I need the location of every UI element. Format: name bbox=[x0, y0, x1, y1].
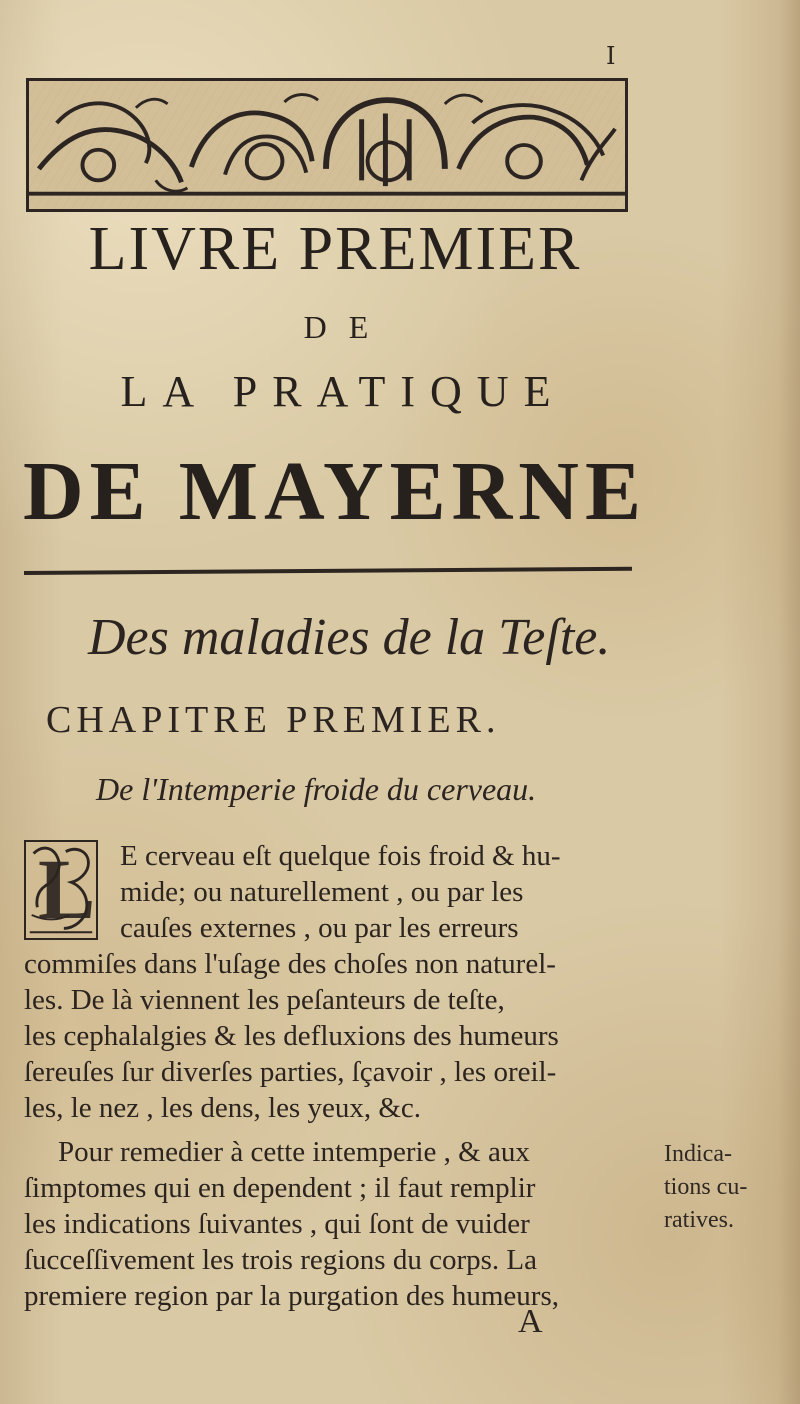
body-line-3: cauſes externes , ou par les erreurs bbox=[120, 912, 519, 944]
signature-mark: A bbox=[518, 1303, 543, 1340]
chapter-heading: CHAPITRE PREMIER. bbox=[46, 699, 501, 741]
body-line-1: E cerveau eſt quelque fois froid & hu- bbox=[120, 840, 561, 872]
book-title-line-2: DE bbox=[303, 309, 391, 345]
decorative-headpiece bbox=[26, 78, 628, 212]
body-line-5: les. De là viennent les peſanteurs de teſte, bbox=[24, 984, 505, 1016]
body-line-12: ſucceſſivement les trois regions du corps. La bbox=[24, 1244, 537, 1276]
body-line-13: premiere region par la purgation des humeurs, bbox=[24, 1280, 559, 1312]
body-line-10: ſimptomes qui en dependent ; il faut remplir bbox=[24, 1172, 536, 1204]
page-number: I bbox=[606, 42, 616, 70]
body-line-4: commiſes dans l'uſage des choſes non naturel- bbox=[24, 948, 556, 980]
body-line-2: mide; ou naturellement , ou par les bbox=[120, 876, 524, 908]
title-rule bbox=[24, 567, 632, 575]
marginal-note bbox=[664, 1138, 768, 1237]
body-line-8: les, le nez , les dens, les yeux, &c. bbox=[24, 1092, 422, 1124]
book-title-line-4: DE MAYERNE bbox=[23, 445, 647, 538]
body-line-6: les cephalalgies & les defluxions des humeurs bbox=[24, 1020, 559, 1052]
body-line-11: les indications ſuivantes , qui ſont de vuider bbox=[24, 1208, 530, 1240]
book-title-line-1: LIVRE PREMIER bbox=[88, 215, 582, 283]
section-subtitle: Des maladies de la Teſte. bbox=[88, 609, 611, 666]
body-line-7: ſereuſes ſur diverſes parties, ſçavoir , les oreil- bbox=[24, 1056, 557, 1088]
body-line-9: Pour remedier à cette intemperie , & aux bbox=[58, 1136, 530, 1168]
page-edge-shadow bbox=[778, 0, 800, 1404]
chapter-subtitle: De l'Intemperie froide du cerveau. bbox=[96, 771, 537, 807]
book-title-line-3: LA PRATIQUE bbox=[120, 367, 566, 416]
dropcap-letter: L bbox=[38, 841, 96, 937]
marginal-note-line-3: ratives. bbox=[664, 1207, 734, 1233]
marginal-note-line-2: tions cu- bbox=[664, 1174, 748, 1200]
decorated-initial bbox=[24, 840, 98, 940]
marginal-note-line-1: Indica- bbox=[664, 1141, 732, 1167]
